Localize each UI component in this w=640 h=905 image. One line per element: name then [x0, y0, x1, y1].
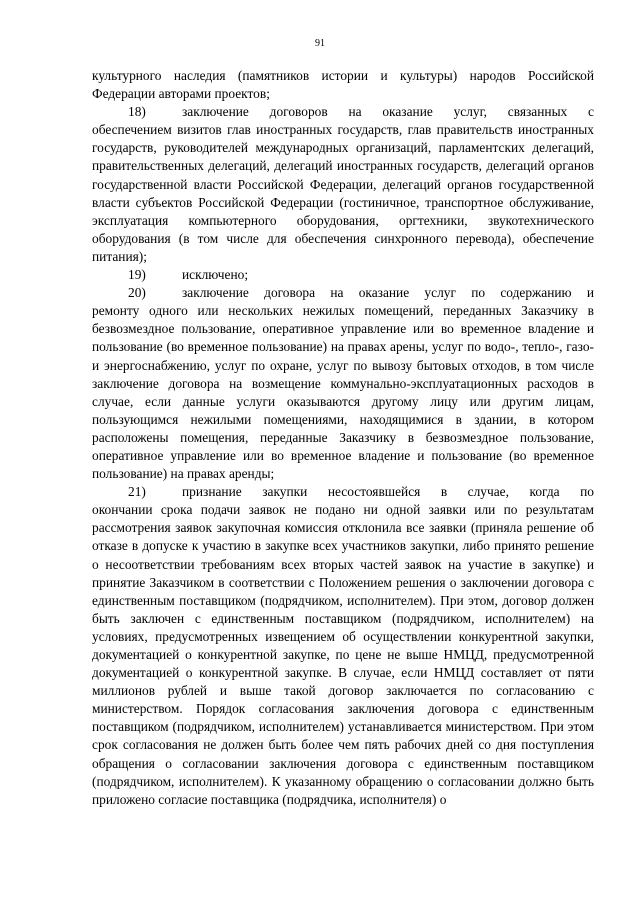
list-item-18 [92, 103, 594, 266]
list-item-21 [92, 483, 594, 809]
list-item-text: ремонту одного или нескольких нежилых помещений, переданных Заказчику в безвозмездное пользование, оперативное управление или во временное владение и пользование (во временное пользование) на правах арены, услуг по водо-, тепло-, газо- и энергоснабжению, услуг по охране, услуг по вывозу бытовых отходов, в том числе заключение договора на возмещение коммунально-эксплуатационных расходов в случае, если данные услуги оказываются другому лицу или другим лицам, пользующимся нежилыми помещениями, находящимися в здании, в котором расположены помещения, переданные Заказчику в безвозмездное пользование, оперативное управление или во временное владение и пользование (во временное пользование) на правах аренды; [92, 303, 594, 482]
list-item-header [92, 266, 594, 284]
list-item-number: 20) [128, 285, 146, 301]
list-item-first-line: заключение договоров на оказание услуг, связанных с [182, 104, 594, 120]
list-item-header [92, 103, 594, 121]
intro-paragraph: культурного наследия (памятников истории и культуры) народов Российской Федерации авторами проектов; [92, 68, 594, 102]
list-item-first-line: признание закупки несостоявшейся в случае, когда по [182, 484, 594, 500]
list-item-number: 21) [128, 484, 146, 500]
list-item-text: окончании срока подачи заявок не подано ни одной заявки или по результатам рассмотрения заявок закупочная комиссия отклонила все заявки (приняла решение об отказе в допуске к участию в закупке всех участников закупки, либо принято решение о несоответствии требованиям всех вторых частей заявок на участие в закупке) и принятие Заказчиком в соответствии с Положением решения о заключении договора с единственным поставщиком (подрядчиком, исполнителем). При этом, договор должен быть заключен с единственным поставщиком (подрядчиком, исполнителем) на условиях, предусмотренных извещением об осуществлении конкурентной закупки, документацией о конкурентной закупке, по цене не выше НМЦД, предусмотренной документацией о конкурентной закупке. В случае, если НМЦД составляет от пяти миллионов рублей и выше такой договор заключается по согласованию с министерством. Порядок согласования заключения договора с единственным поставщиком (подрядчиком, исполнителем) устанавливается министерством. При этом срок согласования не должен быть более чем пять рабочих дней со дня поступления обращения о согласовании заключения договора с единственным поставщиком (подрядчиком, исполнителем). К указанному обращению о согласовании должно быть приложено согласие поставщика (подрядчика, исполнителя) о [92, 502, 594, 807]
document-body [92, 67, 594, 809]
list-item-header [92, 483, 594, 501]
list-item-first-line: исключено; [182, 267, 249, 283]
list-item-header [92, 284, 594, 302]
page-number: 91 [315, 38, 325, 49]
list-item-19 [92, 266, 594, 284]
list-item-number: 19) [128, 267, 146, 283]
list-item-first-line: заключение договора на оказание услуг по содержанию и [182, 285, 594, 301]
list-item-number: 18) [128, 104, 146, 120]
list-item-text: обеспечением визитов глав иностранных государств, глав правительств иностранных государств, руководителей международных организаций, парламентских делегаций, правительственных делегаций, делегаций иностранных государств, делегаций органов государственной власти Российской Федерации, делегаций органов государственной власти субъектов Российской Федерации (гостиничное, транспортное обслуживание, эксплуатация компьютерного оборудования, оргтехники, звукотехнического оборудования (в том числе для обеспечения синхронного перевода), обеспечение питания); [92, 122, 594, 264]
list-item-20 [92, 284, 594, 483]
